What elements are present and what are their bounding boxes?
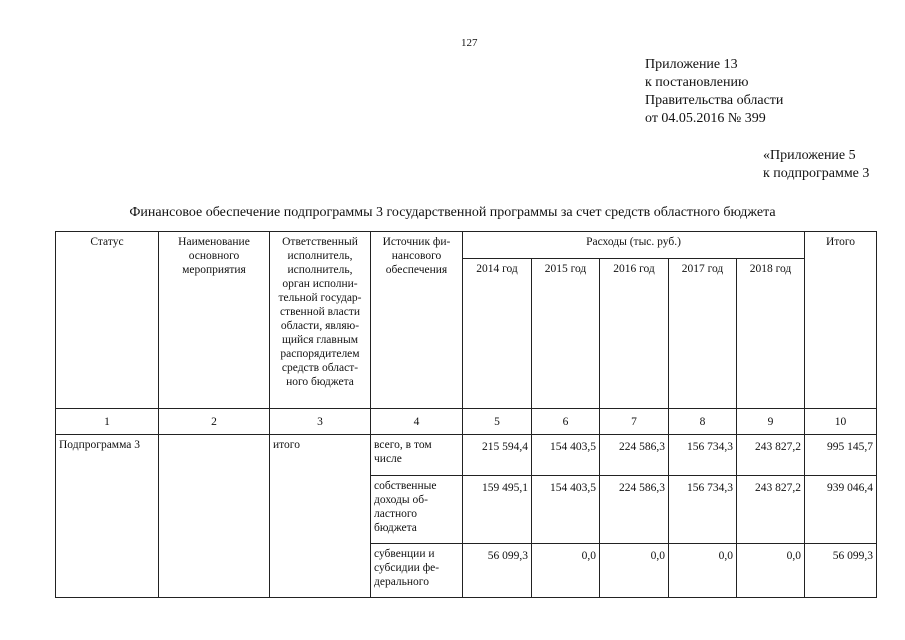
- header-year-2014: 2014 год: [463, 259, 532, 409]
- header-total: Итого: [805, 232, 877, 409]
- appendix-line-3: Правительства области: [645, 93, 784, 108]
- header-row-1: [56, 232, 877, 259]
- row-source: всего, в том числе: [371, 435, 463, 476]
- row-value-2014: 159 495,1: [463, 476, 532, 544]
- header-year-2015: 2015 год: [532, 259, 600, 409]
- column-number: 1: [56, 409, 159, 435]
- appendix-prev-block: [763, 147, 869, 183]
- appendix-prev-line-1: «Приложение 5: [763, 148, 856, 163]
- financing-table: [55, 231, 877, 598]
- document-title: Финансовое обеспечение подпрограммы 3 государственной программы за счет средств областного бюджета: [129, 205, 776, 220]
- column-number: 5: [463, 409, 532, 435]
- column-number: 4: [371, 409, 463, 435]
- table-row: [56, 435, 877, 476]
- row-value-2015: 154 403,5: [532, 435, 600, 476]
- row-value-2014: 56 099,3: [463, 544, 532, 598]
- row-value-2015: 154 403,5: [532, 476, 600, 544]
- header-source: Источник фи-нансового обеспечения: [371, 232, 463, 409]
- row-value-2016: 224 586,3: [600, 476, 669, 544]
- column-number-row: [56, 409, 877, 435]
- row-total: 939 046,4: [805, 476, 877, 544]
- header-activity: Наименование основного мероприятия: [159, 232, 270, 409]
- row-value-2015: 0,0: [532, 544, 600, 598]
- appendix-line-1: Приложение 13: [645, 57, 738, 72]
- header-year-2018: 2018 год: [737, 259, 805, 409]
- row-value-2016: 224 586,3: [600, 435, 669, 476]
- appendix-line-4: от 04.05.2016 № 399: [645, 111, 766, 126]
- appendix-prev-line-2: к подпрограмме 3: [763, 166, 870, 181]
- column-number: 10: [805, 409, 877, 435]
- row-value-2016: 0,0: [600, 544, 669, 598]
- appendix-line-2: к постановлению: [645, 75, 749, 90]
- header-expenses: Расходы (тыс. руб.): [463, 232, 805, 259]
- row-value-2017: 0,0: [669, 544, 737, 598]
- row-value-2017: 156 734,3: [669, 435, 737, 476]
- header-year-2017: 2017 год: [669, 259, 737, 409]
- row-total: 56 099,3: [805, 544, 877, 598]
- row-value-2014: 215 594,4: [463, 435, 532, 476]
- header-year-2016: 2016 год: [600, 259, 669, 409]
- row-value-2018: 243 827,2: [737, 476, 805, 544]
- column-number: 8: [669, 409, 737, 435]
- column-number: 6: [532, 409, 600, 435]
- page-number: 127: [461, 37, 478, 49]
- row-status: Подпрограмма 3: [56, 435, 159, 598]
- column-number: 3: [270, 409, 371, 435]
- row-value-2018: 0,0: [737, 544, 805, 598]
- column-number: 2: [159, 409, 270, 435]
- appendix-block: [645, 56, 783, 128]
- row-value-2018: 243 827,2: [737, 435, 805, 476]
- column-number: 9: [737, 409, 805, 435]
- row-activity: [159, 435, 270, 598]
- row-responsible: итого: [270, 435, 371, 598]
- row-source: субвенции и субсидии фе-дерального: [371, 544, 463, 598]
- row-value-2017: 156 734,3: [669, 476, 737, 544]
- row-total: 995 145,7: [805, 435, 877, 476]
- header-responsible: Ответственный исполнитель, исполнитель, орган исполни-тельной государ-ственной власти области, являю-щийся главным распорядителем средств област-ного бюджета: [270, 232, 371, 409]
- column-number: 7: [600, 409, 669, 435]
- row-source: собственные доходы об-ластного бюджета: [371, 476, 463, 544]
- header-status: Статус: [56, 232, 159, 409]
